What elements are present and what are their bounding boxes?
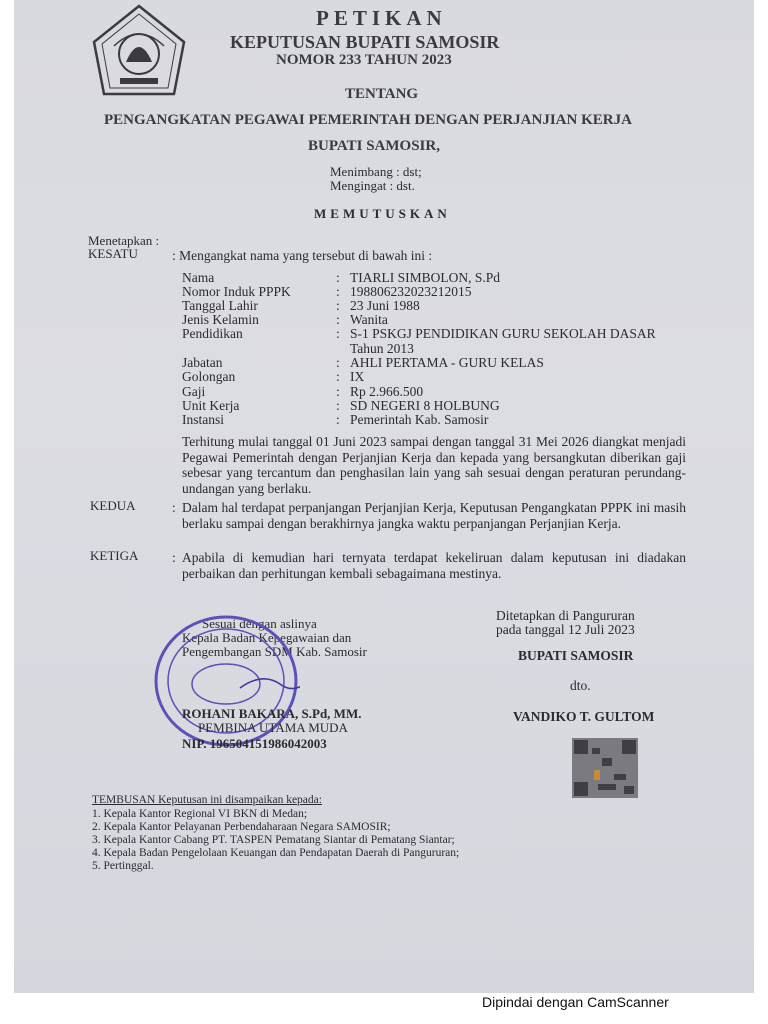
agency-head-line2: Pengembangan SDM Kab. Samosir [182,644,367,659]
field-label: Golongan [182,369,236,384]
field-colon: : [336,326,340,341]
field-colon: : [336,384,340,399]
agency-head-nip: NIP. 196504151986042003 [182,736,327,751]
field-value: SD NEGERI 8 HOLBUNG [350,398,500,413]
samosir-regency-logo [90,2,188,100]
decree-subject: PENGANGKATAN PEGAWAI PEMERINTAH DENGAN PERJANJIAN KERJA [104,112,632,128]
tembusan-item: 4. Kepala Badan Pengelolaan Keuangan dan Pendapatan Daerah di Pangururan; [92,847,460,859]
field-value: Wanita [350,312,388,327]
doc-title: PETIKAN [316,6,447,30]
menimbang: Menimbang : dst; [330,164,422,179]
field-label: Pendidikan [182,326,243,341]
true-copy-note: Sesuai dengan aslinya [202,616,317,631]
field-colon: : [336,398,340,413]
field-value: 23 Juni 1988 [350,298,420,313]
decree-heading: KEPUTUSAN BUPATI SAMOSIR [230,32,500,52]
field-label: Jenis Kelamin [182,312,259,327]
kesatu-intro: : Mengangkat nama yang tersebut di bawah ini : [172,248,433,263]
field-colon: : [336,412,340,427]
field-colon: : [336,284,340,299]
scanner-footer: Dipindai dengan CamScanner [482,994,669,1010]
field-label: Nama [182,270,215,285]
field-value: TIARLI SIMBOLON, S.Pd [350,270,501,285]
dto-mark: dto. [570,678,591,693]
ketiga-colon: : [172,550,176,565]
field-value: S-1 PSKGJ PENDIDIKAN GURU SEKOLAH DASAR [350,326,656,341]
tembusan-item: 2. Kepala Kantor Pelayanan Perbendaharaan Negara SAMOSIR; [92,821,391,833]
qr-code [572,738,638,798]
decision-heading: MEMUTUSKAN [314,206,451,221]
tembusan-item: 5. Pertinggal. [92,860,154,872]
field-value: AHLI PERTAMA - GURU KELAS [350,355,544,370]
ketiga-text: Apabila di kemudian hari ternyata terdapat kekeliruan dalam keputusan ini diadakan perbaikan dan perhitungan kembali sebagaimana mestinya. [182,550,686,581]
agency-head-name: ROHANI BAKARA, S.Pd, MM. [182,706,362,721]
field-colon: : [336,298,340,313]
field-value: IX [350,369,365,384]
agency-head-rank: PEMBINA UTAMA MUDA [198,720,348,735]
tembusan-item: 1. Kepala Kantor Regional VI BKN di Medan; [92,808,308,820]
field-value: 198806232023212015 [350,284,472,299]
field-colon: : [336,270,340,285]
decision-place: Ditetapkan di Pangururan [496,608,635,623]
decree-number: NOMOR 233 TAHUN 2023 [276,52,452,68]
ketiga-label: KETIGA [90,548,139,563]
field-label: Jabatan [182,355,223,370]
kedua-label: KEDUA [90,498,136,513]
field-label: Gaji [182,384,206,399]
field-label: Unit Kerja [182,398,240,413]
issuer-heading: BUPATI SAMOSIR, [308,138,440,154]
kedua-colon: : [172,500,176,515]
mengingat: Mengingat : dst. [330,178,415,193]
kesatu-paragraph: Terhitung mulai tanggal 01 Juni 2023 sampai dengan tanggal 31 Mei 2026 diangkat menjadi Pegawai Pemerintah dengan Perjanjian Kerja dan kepada yang bersangkutan diberikan gaji sebesar yang tercantum dan penghasilan lain yang sah sesuai dengan peraturan perundang-undangan yang berlaku. [182,434,686,496]
field-label: Instansi [182,412,224,427]
field-value: Pemerintah Kab. Samosir [350,412,489,427]
menetapkan-label: Menetapkan : [88,233,160,248]
kesatu-label: KESATU [88,246,138,261]
field-label: Tanggal Lahir [182,298,258,313]
regent-title: BUPATI SAMOSIR [518,648,634,663]
field-label: Nomor Induk PPPK [182,284,291,299]
about-label: TENTANG [345,86,419,102]
field-colon: : [336,355,340,370]
field-value-line2: Tahun 2013 [350,341,414,356]
regent-name: VANDIKO T. GULTOM [513,709,655,724]
agency-head-line1: Kepala Badan Kepegawaian dan [182,630,352,645]
field-value: Rp 2.966.500 [350,384,424,399]
tembusan-item: 3. Kepala Kantor Cabang PT. TASPEN Pematang Siantar di Pematang Siantar; [92,834,455,846]
field-colon: : [336,369,340,384]
field-colon: : [336,312,340,327]
decision-date: pada tanggal 12 Juli 2023 [496,622,635,637]
tembusan-heading: TEMBUSAN Keputusan ini disampaikan kepada: [92,794,322,806]
kedua-text: Dalam hal terdapat perpanjangan Perjanjian Kerja, Keputusan Pengangkatan PPPK ini masih berlaku sampai dengan berakhirnya jangka waktu perpanjangan Perjanjian Kerja. [182,500,686,531]
